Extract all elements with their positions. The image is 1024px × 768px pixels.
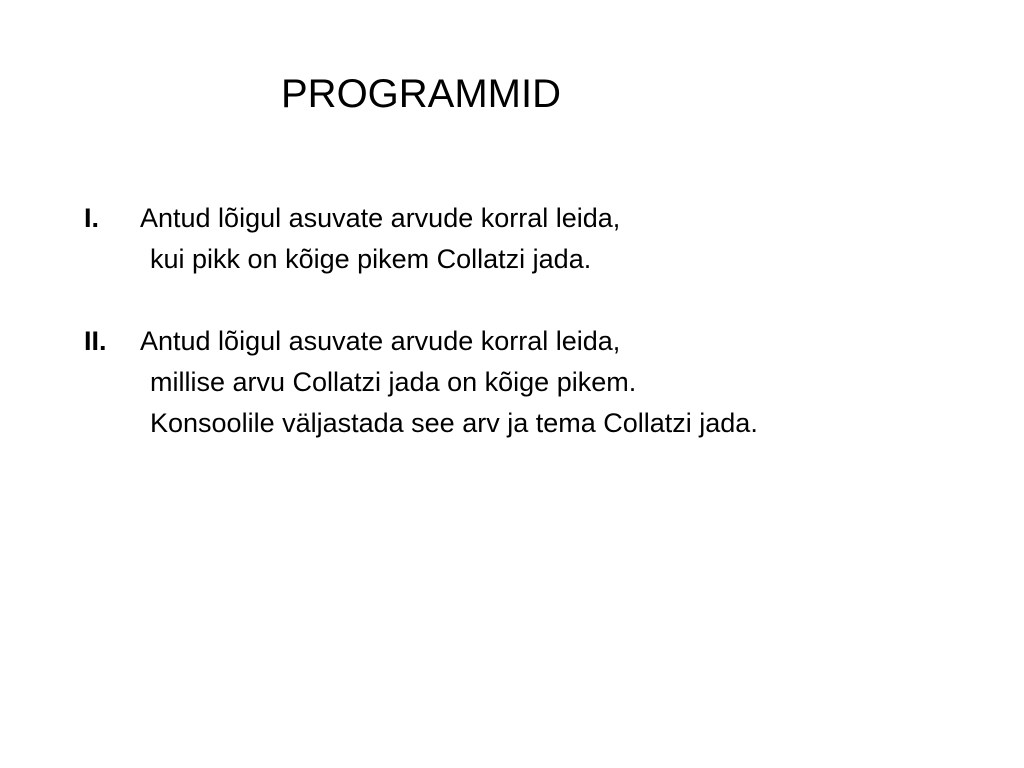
task-numeral: I. <box>84 203 100 233</box>
task-header <box>84 198 621 239</box>
task-line: millise arvu Collatzi jada on kõige pikem. <box>150 367 637 397</box>
task-numeral: II. <box>84 326 107 356</box>
slide-title: PROGRAMMID <box>281 72 561 116</box>
task-line: Konsoolile väljastada see arv ja tema Collatzi jada. <box>150 408 758 438</box>
task-line: Antud lõigul asuvate arvude korral leida, <box>140 326 621 356</box>
task-item <box>84 321 758 444</box>
task-item <box>84 198 621 280</box>
task-line: Antud lõigul asuvate arvude korral leida, <box>140 203 621 233</box>
task-header <box>84 321 758 362</box>
task-line: kui pikk on kõige pikem Collatzi jada. <box>150 244 592 274</box>
